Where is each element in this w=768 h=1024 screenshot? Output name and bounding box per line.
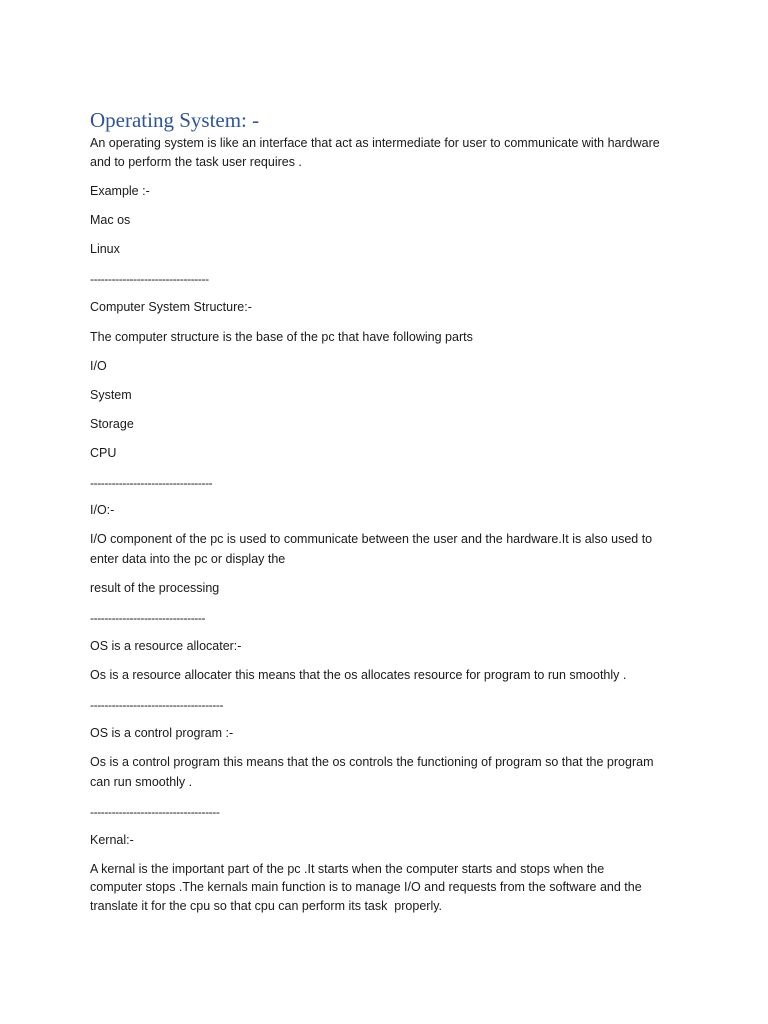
intro-line-1: An operating system is like an interface that act as intermediate for user to communicate with hardware xyxy=(90,136,660,150)
structure-intro: The computer structure is the base of the pc that have following parts xyxy=(90,330,473,344)
io-line-1: I/O component of the pc is used to communicate between the user and the hardware.It is also used to xyxy=(90,532,653,546)
separator-1: --------------------------------- xyxy=(90,272,209,286)
control-line-2: can run smoothly . xyxy=(90,775,193,789)
separator-5: ------------------------------------ xyxy=(90,805,220,819)
allocater-text: Os is a resource allocater this means that the os allocates resource for program to run smoothly . xyxy=(90,668,627,682)
structure-part-system: System xyxy=(90,388,132,402)
kernal-heading: Kernal:- xyxy=(90,833,134,847)
separator-3: -------------------------------- xyxy=(90,611,206,625)
io-heading: I/O:- xyxy=(90,503,115,517)
example-item-mac-os: Mac os xyxy=(90,213,131,227)
structure-part-cpu: CPU xyxy=(90,446,117,460)
kernal-line-1: A kernal is the important part of the pc .It starts when the computer starts and stops when the xyxy=(90,862,605,876)
control-line-1: Os is a control program this means that the os controls the functioning of program so that the program xyxy=(90,755,654,769)
structure-heading: Computer System Structure:- xyxy=(90,300,252,314)
kernal-line-3: translate it for the cpu so that cpu can perform its task properly. xyxy=(90,899,443,913)
example-item-linux: Linux xyxy=(90,242,120,256)
control-heading: OS is a control program :- xyxy=(90,726,234,740)
example-label: Example :- xyxy=(90,184,150,198)
structure-part-storage: Storage xyxy=(90,417,134,431)
intro-line-2: and to perform the task user requires . xyxy=(90,155,302,169)
separator-4: ------------------------------------- xyxy=(90,698,224,712)
separator-2: ---------------------------------- xyxy=(90,476,213,490)
io-line-3: result of the processing xyxy=(90,581,220,595)
kernal-line-2: computer stops .The kernals main function is to manage I/O and requests from the software and the xyxy=(90,880,642,894)
structure-part-io: I/O xyxy=(90,359,107,373)
allocater-heading: OS is a resource allocater:- xyxy=(90,639,242,653)
page-title: Operating System: - xyxy=(90,108,260,132)
io-line-2: enter data into the pc or display the xyxy=(90,552,286,566)
